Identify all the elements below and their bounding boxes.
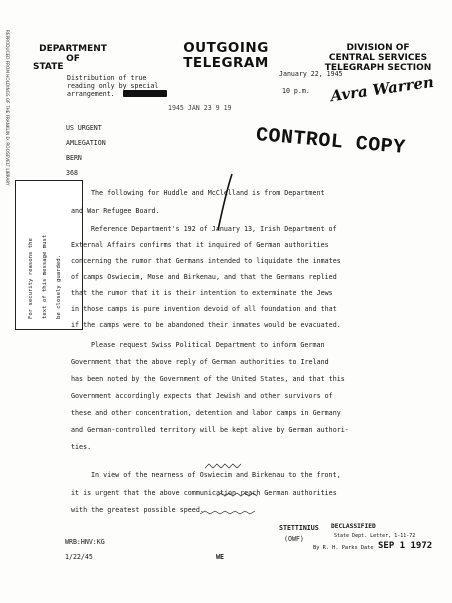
division-header (323, 43, 433, 73)
division-line: DIVISION OF (346, 43, 410, 53)
body-line: and War Refugee Board. (71, 207, 160, 215)
central-services-line: CENTRAL SERVICES (328, 53, 428, 63)
signature-text: Avra Warren (329, 72, 435, 106)
body-line: Government accordingly expects that Jewish and other survivors of (71, 392, 333, 400)
body-line: that the rumor that it is their intention to exterminate the Jews (71, 289, 333, 297)
outgoing-telegram-title (170, 41, 282, 71)
body-line: The following for Huddle and McClelland is from Department (91, 189, 325, 197)
body-line: concerning the rumor that Germans intended to liquidate the inmates (71, 257, 341, 265)
body-line: External Affairs confirms that it inquired of German authorities (71, 241, 329, 249)
security-line-2: text of this message must (42, 234, 48, 319)
control-copy-stamp: CONTROL COPY (254, 124, 407, 160)
declassified-date: SEP 1 1972 (378, 541, 433, 551)
body-line: and German-controlled territory will be kept alive by German authori- (71, 426, 349, 434)
body-line: in those camps is pure invention devoid of all foundation and that (71, 305, 337, 313)
overtype-marks (195, 460, 315, 520)
distribution-line-2: reading only by special (67, 82, 159, 90)
drafting-initials: WRB:HNV:KG (65, 538, 105, 546)
security-line-3: be closely guarded. (56, 255, 62, 319)
routing-city: BERN (66, 154, 82, 162)
distribution-line-3: arrangement. (67, 90, 115, 98)
department-line: DEPARTMENT (39, 44, 107, 54)
sender-name: STETTINIUS (279, 524, 319, 532)
telegram-time: 10 p.m. (282, 87, 310, 95)
body-line: Please request Swiss Political Department to inform German (91, 341, 325, 349)
body-line: of camps Oswiecim, Mose and Birkenau, and that the Germans replied (71, 273, 337, 281)
redaction-bar (123, 90, 167, 97)
declassified-stamp: DECLASSIFIED (331, 523, 376, 530)
routing-urgent: US URGENT (66, 124, 102, 132)
body-line: Reference Department's 192 of January 13, Irish Department of (91, 225, 337, 233)
telegraph-section-line: TELEGRAPH SECTION (324, 63, 432, 73)
body-line: it is urgent that the above communication reach German authorities (71, 489, 337, 497)
outgoing-line: OUTGOING (183, 40, 269, 56)
body-line: ties. (71, 443, 92, 451)
pen-mark (208, 172, 238, 232)
routing-number: 368 (66, 169, 78, 177)
state-line: STATE (33, 62, 64, 72)
body-line: In view of the nearness of Oswiecim and Birkenau to the front, (91, 471, 341, 479)
body-line: these and other concentration, detention and labor camps in Germany (71, 409, 341, 417)
declassified-by: By R. H. Parks Date (313, 545, 374, 551)
routing-block (66, 121, 106, 181)
body-line: has been noted by the Government of the United States, and that this (71, 375, 345, 383)
declassification-authority: State Dept. Letter, 1-11-72 (334, 533, 416, 539)
handwritten-signature (329, 73, 435, 105)
typist-initials: WE (216, 553, 224, 561)
drafting-date: 1/22/45 (65, 553, 93, 561)
received-stamp: 1945 JAN 23 9 19 (168, 104, 232, 112)
body-line: Government that the above reply of German authorities to Ireland (71, 358, 329, 366)
distribution-line-1: Distribution of true (67, 74, 147, 82)
side-note-text: REPRODUCED FROM HOLDINGS OF THE FRANKLIN D. ROOSEVELT LIBRARY (5, 30, 10, 186)
body-line: with the greatest possible speed. (71, 506, 204, 514)
library-side-note (4, 30, 14, 450)
routing-legation: AMLEGATION (66, 139, 106, 147)
telegram-line: TELEGRAM (183, 55, 269, 71)
telegram-date: January 22, 1945 (279, 70, 343, 78)
security-line-1: For security reasons the (28, 238, 34, 319)
body-line: if the camps were to be abandoned their inmates would be evacuated. (71, 321, 341, 329)
department-header (33, 44, 113, 64)
of-line: OF (66, 54, 80, 64)
sender-office: (OWF) (284, 535, 304, 543)
